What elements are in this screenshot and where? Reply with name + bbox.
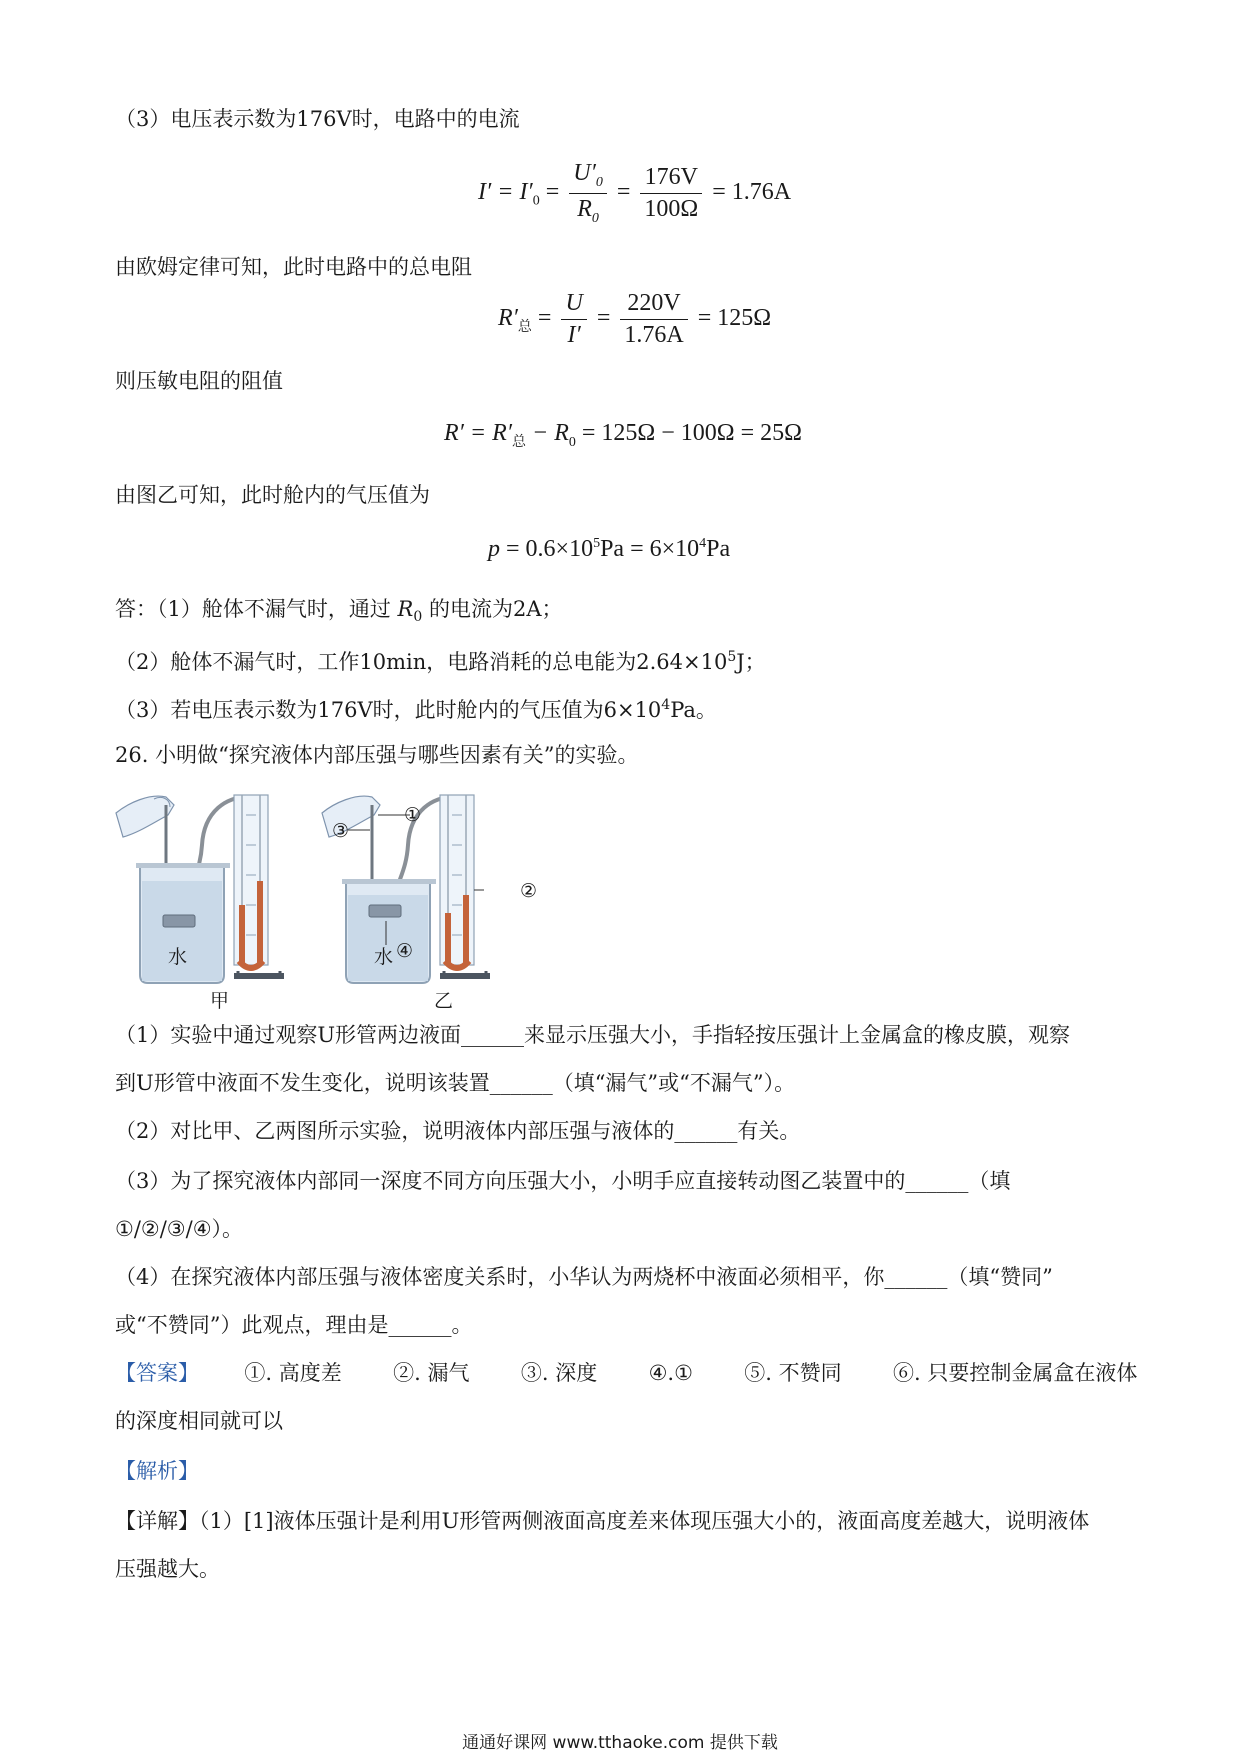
formula-current: $I' = I'_0$ = $\frac{U'_0}{R_0}$ = $\frac{176V}{100\Omega}$ = 1.76A	[478, 160, 792, 226]
formula-current-r-sub: 0	[591, 210, 599, 226]
figure-marker-1: ①	[404, 804, 422, 826]
formula-pressure-b: Pa = 6×10	[600, 536, 700, 562]
answer1-r-sub: 0	[413, 609, 423, 626]
figure-water-jia: 水	[168, 946, 188, 968]
formula-current-r: R	[577, 195, 592, 222]
formula-total-num1: U	[561, 290, 586, 320]
answer1-post: 的电流为2A；	[422, 597, 563, 621]
answer3-sup: 4	[661, 697, 671, 713]
question-4b: 或“不赞同”）此观点，理由是______。	[115, 1313, 473, 1337]
answer-label: 【答案】	[115, 1361, 199, 1385]
formula-current-result: = 1.76A	[712, 178, 792, 205]
formula-current-num: 176V	[640, 164, 702, 194]
answer-item-5: ⑤. 不赞同	[744, 1361, 842, 1385]
formula-total-lhs: R′	[498, 305, 518, 332]
formula-pressure-a-sup: 5	[593, 536, 601, 551]
figure-marker-4: ④	[396, 940, 414, 962]
formula-current-den: 100Ω	[644, 195, 699, 222]
question-1b: 到U形管中液面不发生变化，说明该装置______（填“漏气”或“不漏气”）。	[115, 1071, 796, 1095]
answer-item-4: ④.①	[648, 1361, 693, 1385]
formula-resist-c: = 125Ω − 100Ω = 25Ω	[575, 420, 802, 446]
formula-resist-b-sub: 0	[568, 434, 576, 450]
formula-pressure	[488, 536, 730, 563]
answer-item-6: ⑥. 只要控制金属盒在液体	[893, 1361, 1138, 1385]
footer-source: 通通好课网 www.tthaoke.com 提供下载	[462, 1733, 778, 1753]
answer-continuation: 的深度相同就可以	[115, 1409, 283, 1433]
question-26: 26. 小明做“探究液体内部压强与哪些因素有关”的实验。	[115, 743, 639, 767]
formula-pressure-c: Pa	[706, 536, 731, 562]
question-2: （2）对比甲、乙两图所示实验，说明液体内部压强与液体的______有关。	[115, 1119, 801, 1143]
formula-current-u: U′	[573, 160, 596, 186]
answer1-pre: 答：（1）舱体不漏气时，通过	[115, 597, 398, 621]
answer-item-2: ②. 漏气	[393, 1361, 470, 1385]
answer-line-2	[115, 642, 766, 677]
detail-line-a	[115, 1506, 1089, 1536]
formula-resist-b: − R	[526, 420, 569, 446]
resist-text: 则压敏电阻的阻值	[115, 369, 283, 393]
detail-label: 【详解】	[115, 1509, 199, 1533]
answer3-pre: （3）若电压表示数为176V时，此时舱内的气压值为6×10	[115, 698, 662, 722]
question-1a: （1）实验中通过观察U形管两边液面______来显示压强大小，手指轻按压强计上金属盒的橡皮膜，观察	[115, 1023, 1071, 1047]
figure-marker-3: ③	[332, 820, 350, 842]
formula-pressure-p: p	[488, 536, 500, 562]
formula-resist-a: R′ = R′	[444, 420, 513, 446]
formula-total-den1: I′	[567, 322, 581, 348]
answer2-sup: 5	[727, 649, 737, 665]
formula-resist	[444, 420, 802, 451]
formula-current-lhs-sub: 0	[532, 193, 540, 209]
answer2-pre: （2）舱体不漏气时，工作10min，电路消耗的总电能为2.64×10	[115, 650, 728, 674]
question-3a: （3）为了探究液体内部同一深度不同方向压强大小，小明手应直接转动图乙装置中的______（填	[115, 1169, 1011, 1193]
figure-label-jia: 甲	[210, 990, 230, 1012]
answer-row	[115, 1358, 1137, 1388]
part3-heading: （3）电压表示数为176V时，电路中的电流	[115, 107, 520, 131]
formula-total-den2: 1.76A	[624, 322, 684, 348]
answer-line-1	[115, 594, 562, 632]
answer3-post: Pa。	[670, 698, 717, 722]
answer2-post: J；	[736, 650, 766, 674]
figure-jia	[116, 795, 284, 983]
formula-total: $R'_总$ = $\frac{U}{I'}$ = $\frac{220V}{1.76A}$ = 125Ω	[498, 290, 772, 348]
question-3b: ①/②/③/④）。	[115, 1217, 244, 1241]
pressure-text: 由图乙可知，此时舱内的气压值为	[115, 483, 430, 507]
formula-pressure-b-sup: 4	[699, 536, 707, 551]
answer-item-3: ③. 深度	[520, 1361, 598, 1385]
ohm-text: 由欧姆定律可知，此时电路中的总电阻	[115, 255, 472, 279]
formula-pressure-a: = 0.6×10	[500, 536, 594, 562]
formula-resist-a-sub: 总	[512, 434, 527, 450]
figure-label-yi: 乙	[434, 990, 454, 1012]
answer1-r: R	[397, 597, 414, 621]
formula-current-u-sub: 0	[595, 174, 603, 190]
formula-current-lhs: I′ = I′	[478, 178, 533, 205]
figure-marker-2: ②	[520, 880, 538, 902]
detail-text-a: （1）[1]液体压强计是利用U形管两侧液面高度差来体现压强大小的，液面高度差越大，说明液体	[199, 1509, 1090, 1533]
answer-line-3	[115, 690, 717, 725]
question-4a: （4）在探究液体内部压强与液体密度关系时，小华认为两烧杯中液面必须相平，你______（填“赞同”	[115, 1265, 1053, 1289]
analysis-label: 【解析】	[115, 1459, 199, 1483]
formula-total-lhs-sub: 总	[517, 319, 532, 335]
figure-water-yi: 水	[374, 946, 394, 968]
formula-total-num2: 220V	[620, 290, 687, 320]
answer-item-1: ①. 高度差	[244, 1361, 342, 1385]
detail-line-b: 压强越大。	[115, 1557, 220, 1581]
formula-total-result: = 125Ω	[697, 305, 772, 332]
